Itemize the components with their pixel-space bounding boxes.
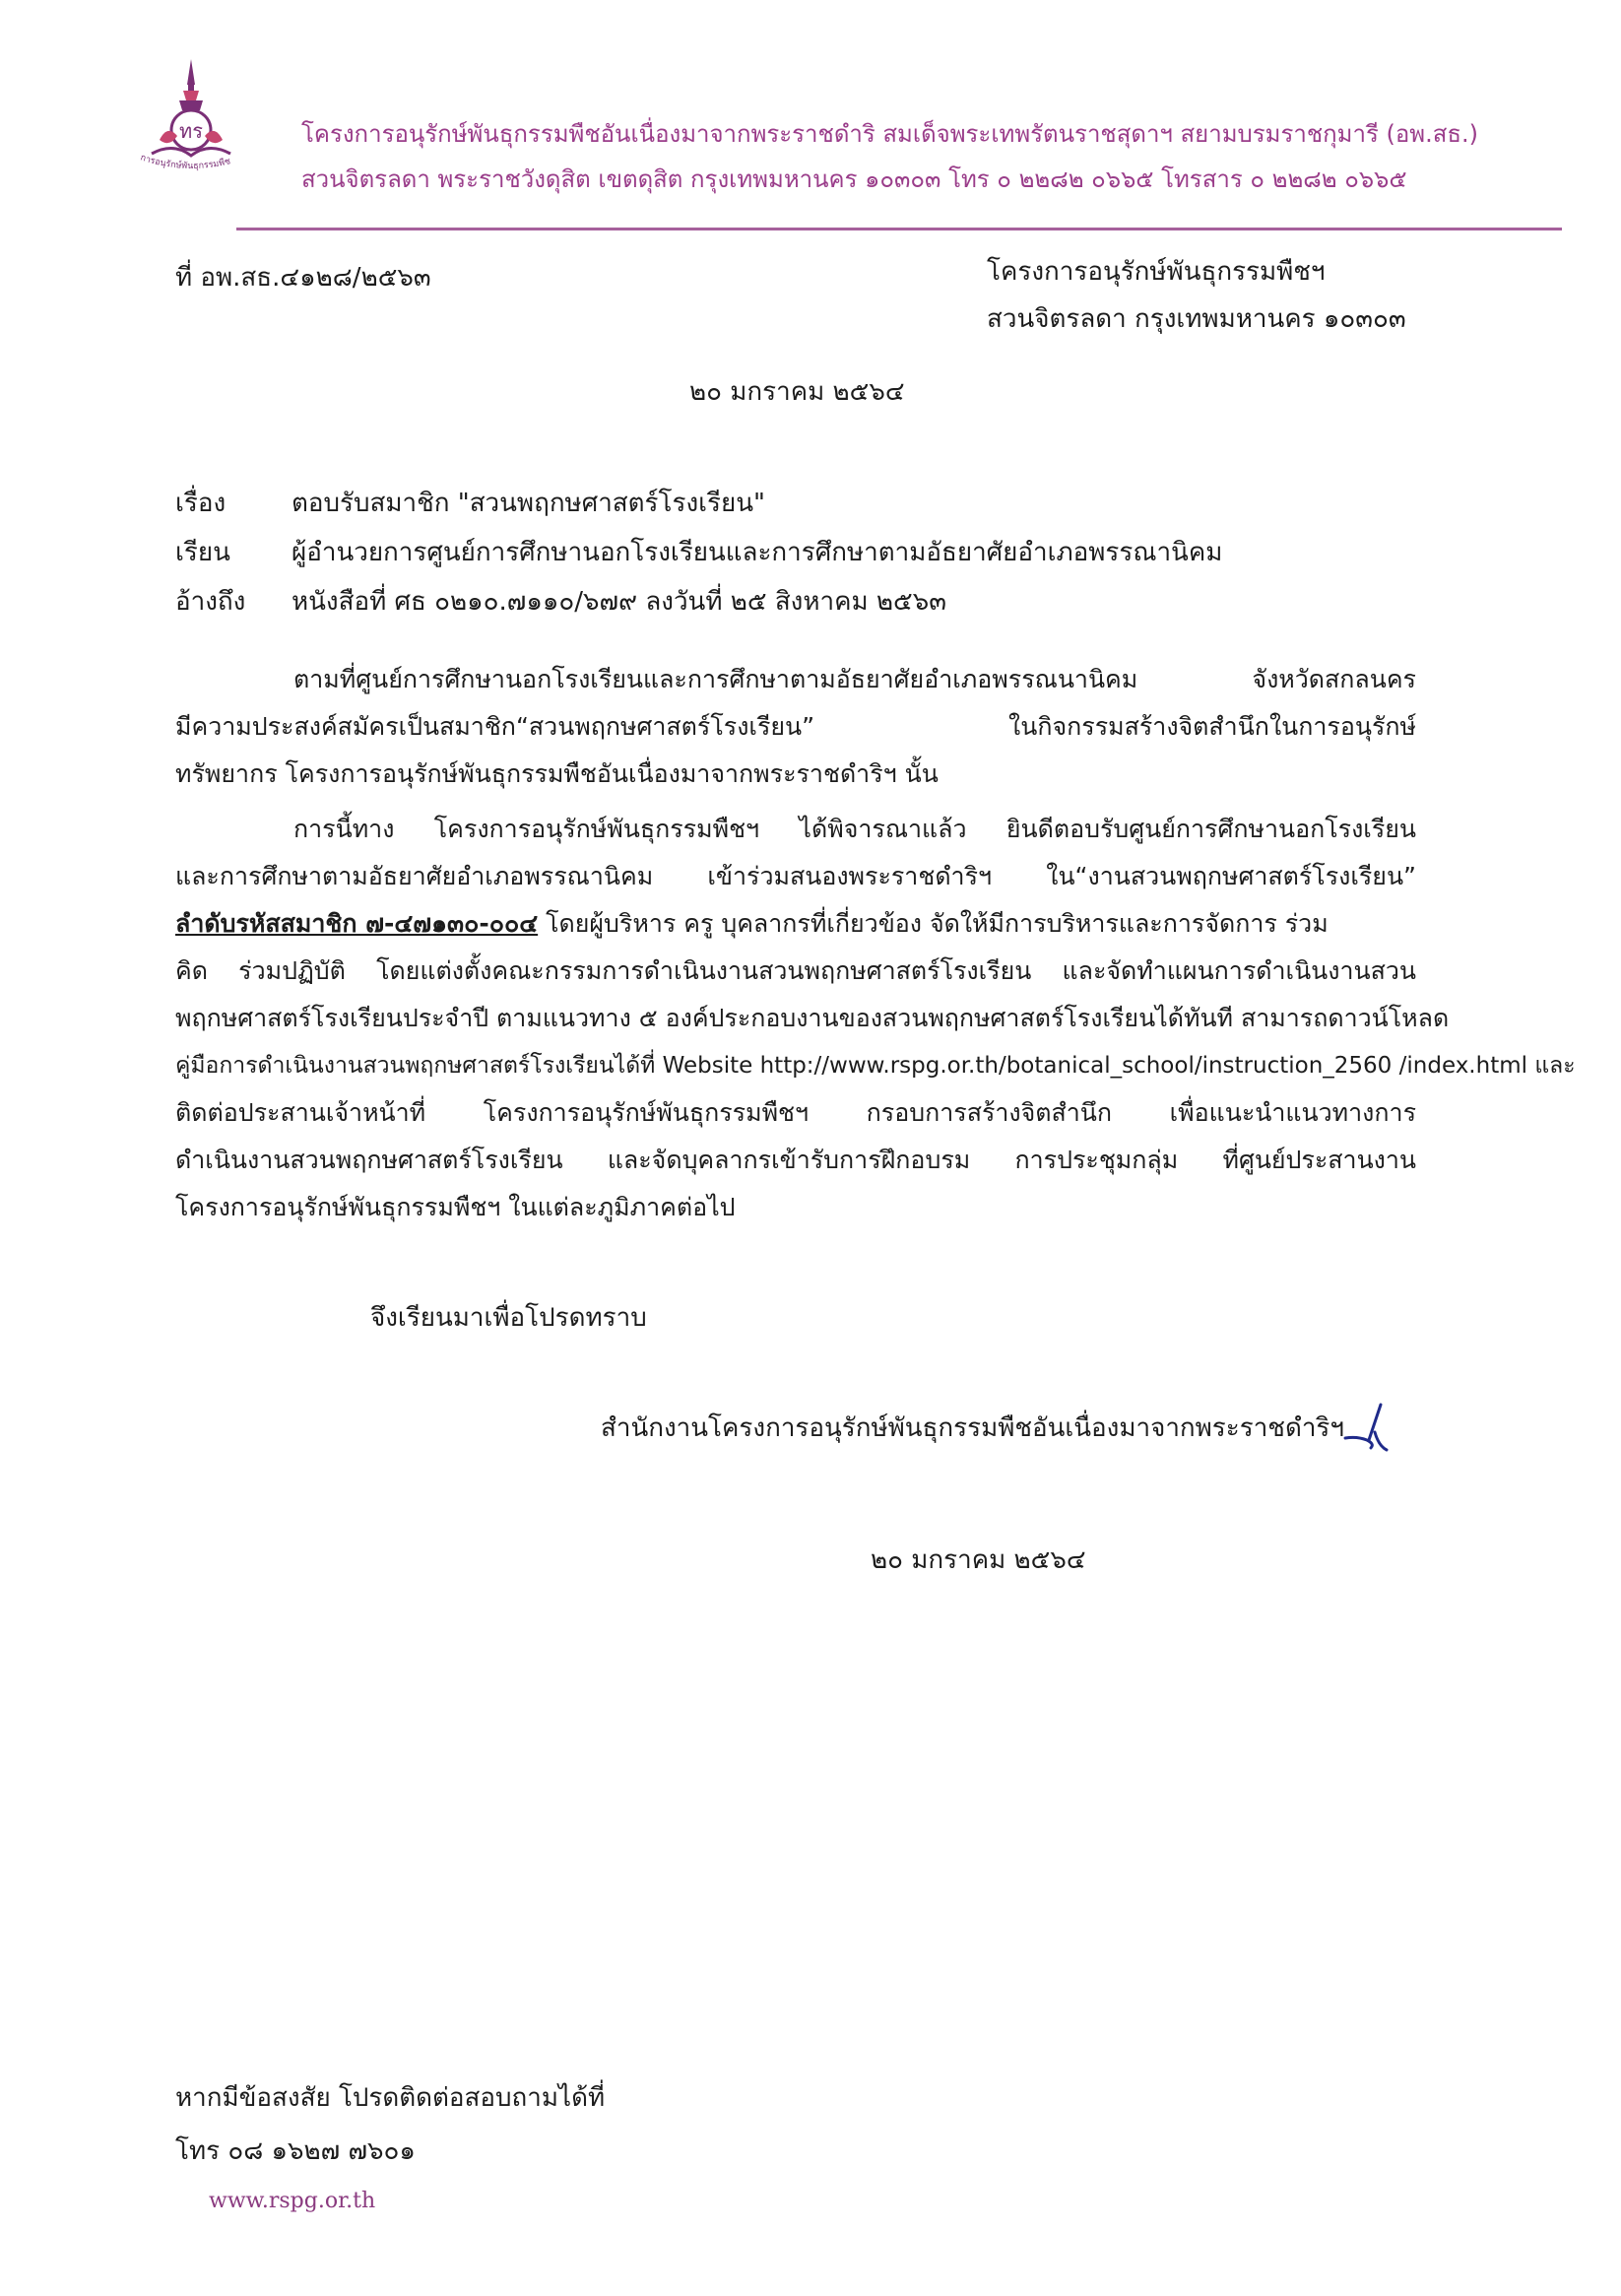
svg-text:ทร: ทร (179, 119, 203, 143)
paragraph-1-line-2: มีความประสงค์สมัครเป็นสมาชิก“สวนพฤกษศาสตร์โรงเรียน” ในกิจกรรมสร้างจิตสำนึกในการอนุรักษ์ (175, 712, 1416, 741)
paragraph-2-line-1: การนี้ทาง โครงการอนุรักษ์พันธุกรรมพืชฯ ได้พิจารณาแล้ว ยินดีตอบรับศูนย์การศึกษานอกโรงเรียน (293, 815, 1416, 843)
signatory: สำนักงานโครงการอนุรักษ์พันธุกรรมพืชอันเนื่องมาจากพระราชดำริฯ (601, 1413, 1344, 1443)
recipient-label: เรียน (175, 538, 230, 567)
paragraph-2-line-9: โครงการอนุรักษ์พันธุกรรมพืชฯ ในแต่ละภูมิภาคต่อไป (175, 1193, 736, 1221)
footer-website-link[interactable]: www.rspg.or.th (209, 2189, 376, 2213)
paragraph-2-line-2: และการศึกษาตามอัธยาศัยอำเภอพรรณานิคม เข้าร่วมสนองพระราชดำริฯ ใน“งานสวนพฤกษศาสตร์โรงเรียน” (175, 862, 1416, 890)
signature-date: ๒๐ มกราคม ๒๕๖๔ (871, 1545, 1086, 1575)
recipient-value: ผู้อำนวยการศูนย์การศึกษานอกโรงเรียนและการศึกษาตามอัธยาศัยอำเภอพรรณานิคม (292, 538, 1223, 567)
paragraph-2-line-3-rest: โดยผู้บริหาร ครู บุคลากรที่เกี่ยวข้อง จัดให้มีการบริหารและการจัดการ ร่วม (538, 909, 1329, 938)
subject-value: ตอบรับสมาชิก "สวนพฤกษศาสตร์โรงเรียน" (292, 489, 765, 518)
letterhead-line-1: โครงการอนุรักษ์พันธุกรรมพืชอันเนื่องมาจากพระราชดำริ สมเด็จพระเทพรัตนราชสุดาฯ สยามบรมราชกุมารี (อพ.สธ.) (301, 120, 1478, 148)
paragraph-1-line-1: ตามที่ศูนย์การศึกษานอกโรงเรียนและการศึกษาตามอัธยาศัยอำเภอพรรณนานิคม จังหวัดสกลนคร (293, 665, 1416, 693)
letterhead-line-2: สวนจิตรลดา พระราชวังดุสิต เขตดุสิต กรุงเทพมหานคร ๑๐๓๐๓ โทร ๐ ๒๒๘๒ ๐๖๖๕ โทรสาร ๐ ๒๒๘๒ ๐๖๖๕ (301, 165, 1407, 193)
closing-text: จึงเรียนมาเพื่อโปรดทราบ (370, 1303, 647, 1333)
footer-contact: หากมีข้อสงสัย โปรดติดต่อสอบถามได้ที่ (175, 2083, 606, 2113)
reference-value: หนังสือที่ ศธ ๐๒๑๐.๗๑๑๐/๖๗๙ ลงวันที่ ๒๕ สิงหาคม ๒๕๖๓ (292, 587, 947, 617)
paragraph-2-line-8: ดำเนินงานสวนพฤกษศาสตร์โรงเรียน และจัดบุคลากรเข้ารับการฝึกอบรม การประชุมกลุ่ม ที่ศูนย์ประสานงาน (175, 1146, 1416, 1174)
reference-label: อ้างถึง (175, 587, 246, 617)
member-code: ลำดับรหัสสมาชิก ๗-๔๗๑๓๐-๐๐๔ (175, 909, 539, 938)
footer-phone: โทร ๐๘ ๑๖๒๗ ๗๖๐๑ (175, 2136, 416, 2166)
reference-number: ที่ อพ.สธ.๔๑๒๘/๒๕๖๓ (175, 263, 431, 293)
paragraph-2-line-6: คู่มือการดำเนินงานสวนพฤกษศาสตร์โรงเรียนได้ที่ Website http://www.rspg.or.th/botanical_school/instruction_2560 /index.html และ (175, 1053, 1576, 1079)
paragraph-1-line-3: ทรัพยากร โครงการอนุรักษ์พันธุกรรมพืชอันเนื่องมาจากพระราชดำริฯ นั้น (175, 759, 939, 788)
subject-label: เรื่อง (175, 489, 227, 518)
letterhead-divider (236, 228, 1562, 230)
sender-address-line-1: โครงการอนุรักษ์พันธุกรรมพืชฯ (987, 257, 1326, 287)
paragraph-2-line-3 (175, 906, 1416, 942)
rspg-logo (134, 57, 301, 175)
sender-address-line-2: สวนจิตรลดา กรุงเทพมหานคร ๑๐๓๐๓ (987, 304, 1406, 334)
svg-text:การอนุรักษ์พันธุกรรมพืช (139, 153, 231, 171)
paragraph-2-line-5: พฤกษศาสตร์โรงเรียนประจำปี ตามแนวทาง ๕ องค์ประกอบงานของสวนพฤกษศาสตร์โรงเรียนได้ทันที สามารถดาวน์โหลด (175, 1004, 1450, 1032)
signature-mark (1331, 1397, 1414, 1466)
paragraph-2-line-4: คิด ร่วมปฏิบัติ โดยแต่งตั้งคณะกรรมการดำเนินงานสวนพฤกษศาสตร์โรงเรียน และจัดทำแผนการดำเนินงานสวน (175, 956, 1416, 985)
paragraph-2-line-7: ติดต่อประสานเจ้าหน้าที่ โครงการอนุรักษ์พันธุกรรมพืชฯ กรอบการสร้างจิตสำนึก เพื่อแนะนำแนวทางการ (175, 1098, 1416, 1127)
letter-date: ๒๐ มกราคม ๒๕๖๔ (689, 377, 905, 407)
logo-caption: การอนุรักษ์พันธุกรรมพืช (139, 153, 232, 172)
